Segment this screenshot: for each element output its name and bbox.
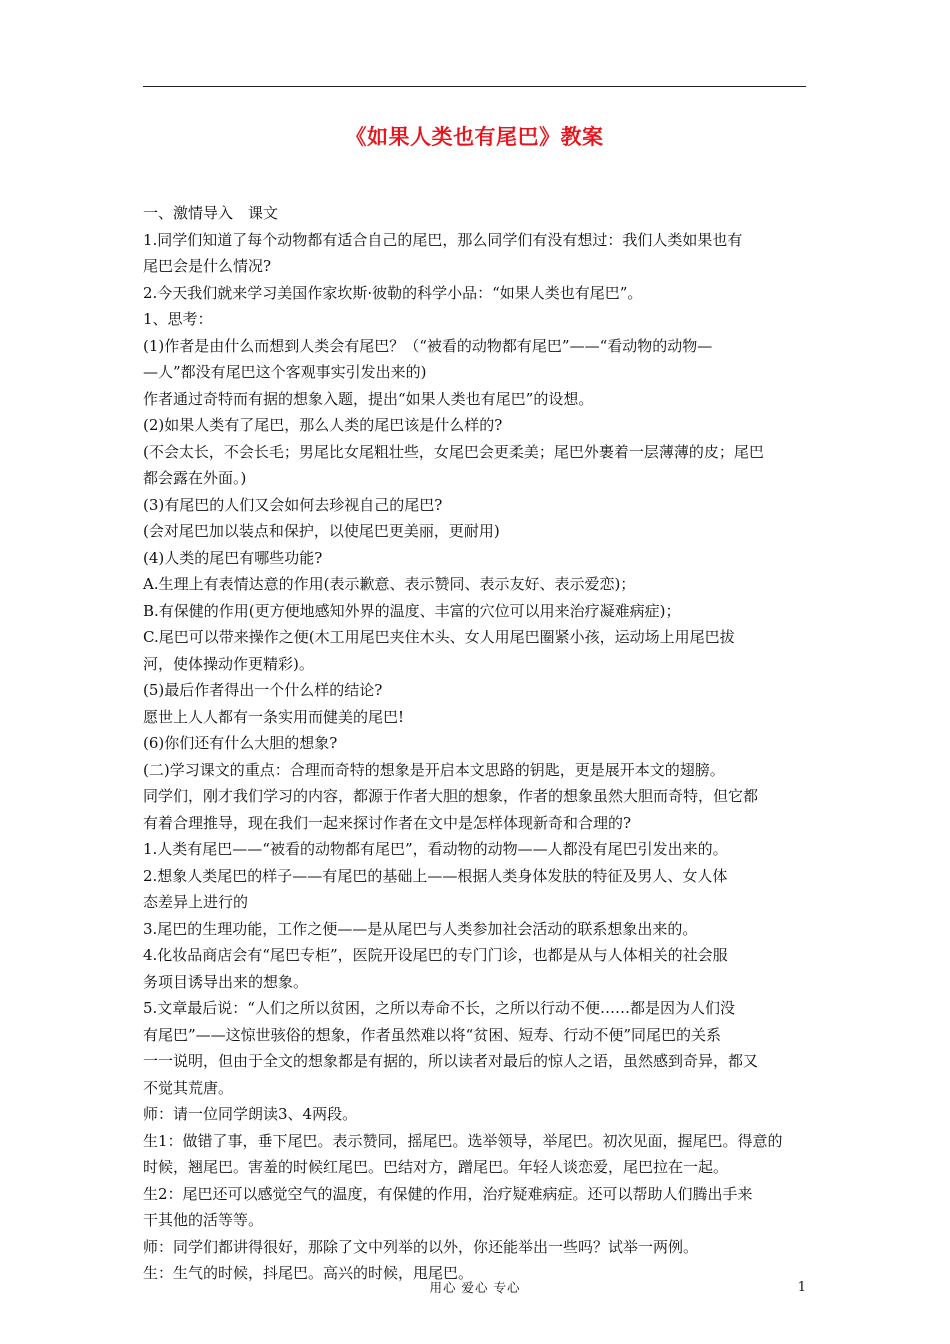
document-title: 《如果人类也有尾巴》教案 [345,124,604,149]
text-line: 尾巴会是什么情况? [143,257,272,275]
text-line: 一、激情导入 课文 [143,204,279,222]
text-line: 干其他的活等等。 [143,1211,264,1229]
text-line: (6)你们还有什么大胆的想象? [143,734,338,752]
text-line: (会对尾巴加以装点和保护，以使尾巴更美丽，更耐用) [143,522,500,540]
text-line: C.尾巴可以带来操作之便(木工用尾巴夹住木头、女人用尾巴圈紧小孩，运动场上用尾巴拔 [143,628,735,646]
text-line: 不觉其荒唐。 [143,1078,234,1097]
text-line: (3)有尾巴的人们又会如何去珍视自己的尾巴? [143,495,443,514]
text-line: 有着合理推导，现在我们一起来探讨作者在文中是怎样体现新奇和合理的? [143,813,632,832]
text-line: B.有保健的作用(更方便地感知外界的温度、丰富的穴位可以用来治疗凝难病症)； [143,601,681,620]
text-line: (不会太长，不会长毛；男尾比女尾粗壮些，女尾巴会更柔美；尾巴外裹着一层薄薄的皮；尾巴 [143,442,764,461]
text-line: 4.化妆品商店会有“尾巴专柜”，医院开设尾巴的专门门诊，也都是从与人体相关的社会服 [143,946,728,964]
text-line: 1.同学们知道了每个动物都有适合自己的尾巴，那么同学们有没有想过：我们人类如果也有 [143,230,743,249]
text-line: (二)学习课文的重点：合理而奇特的想象是开启本文思路的钥匙，更是展开本文的翅膀。 [143,760,725,779]
text-line: —人”都没有尾巴这个客观事实引发出来的) [143,363,427,381]
text-line: 3.尾巴的生理功能，工作之便——是从尾巴与人类参加社会活动的联系想象出来的。 [143,919,698,938]
text-line: 有尾巴”——这惊世骇俗的想象，作者虽然难以将“贫困、短寿、行动不便”同尾巴的关系 [143,1025,722,1044]
text-line: 作者通过奇特而有据的想象入题，提出“如果人类也有尾巴”的设想。 [143,389,594,408]
text-line: (5)最后作者得出一个什么样的结论? [143,681,383,699]
text-line: (2)如果人类有了尾巴，那么人类的尾巴该是什么样的? [143,416,503,434]
text-line: 河，使体操动作更精彩)。 [143,654,314,673]
text-line: 2.想象人类尾巴的样子——有尾巴的基础上——根据人类身体发肤的特征及男人、女人体 [143,866,728,885]
text-line: A.生理上有表情达意的作用(表示歉意、表示赞同、表示友好、表示爱恋)； [143,575,636,593]
document-body [143,200,811,1287]
text-line: 生1：做错了事，垂下尾巴。表示赞同，摇尾巴。选举领导，举尾巴。初次见面，握尾巴。得意的 [143,1131,783,1150]
text-line: (1)作者是由什么而想到人类会有尾巴？（“被看的动物都有尾巴”——“看动物的动物— [143,336,713,355]
text-line: 愿世上人人都有一条实用而健美的尾巴! [143,707,405,726]
text-line: 同学们，刚才我们学习的内容，都源于作者大胆的想象，作者的想象虽然大胆而奇特，但它都 [143,787,759,805]
text-line: 态差异上进行的 [143,893,249,911]
text-line: 1.人类有尾巴——“被看的动物都有尾巴”，看动物的动物——人都没有尾巴引发出来的。 [143,840,728,858]
header-rule [143,86,806,87]
text-line: 师：请一位同学朗读3、4两段。 [143,1105,358,1123]
page-number: 1 [797,1280,806,1295]
text-line: 5.文章最后说：“人们之所以贫困，之所以寿命不长，之所以行动不便……都是因为人们没 [143,999,735,1017]
text-line: 时候，翘尾巴。害羞的时候红尾巴。巴结对方，蹭尾巴。年轻人谈恋爱，尾巴拉在一起。 [143,1158,729,1176]
text-line: 1、思考： [143,310,213,328]
text-line: 2.今天我们就来学习美国作家坎斯·彼勒的科学小品：“如果人类也有尾巴”。 [143,283,643,302]
footer-slogan: 用心 爱心 专心 [429,1280,521,1295]
text-line: 师：同学们都讲得很好，那除了文中列举的以外，你还能举出一些吗？试举一两例。 [143,1237,699,1256]
text-line: 生2：尾巴还可以感觉空气的温度，有保健的作用，治疗疑难病症。还可以帮助人们腾出手来 [143,1184,753,1203]
text-line: 一一说明，但由于全文的想象都是有据的，所以读者对最后的惊人之语，虽然感到奇异，都又 [143,1052,759,1070]
text-line: 都会露在外面。) [143,469,247,487]
text-line: (4)人类的尾巴有哪些功能? [143,548,323,567]
text-line: 务项目诱导出来的想象。 [143,972,309,991]
text-line: 生：生气的时候，抖尾巴。高兴的时候，甩尾巴。 [143,1264,474,1282]
